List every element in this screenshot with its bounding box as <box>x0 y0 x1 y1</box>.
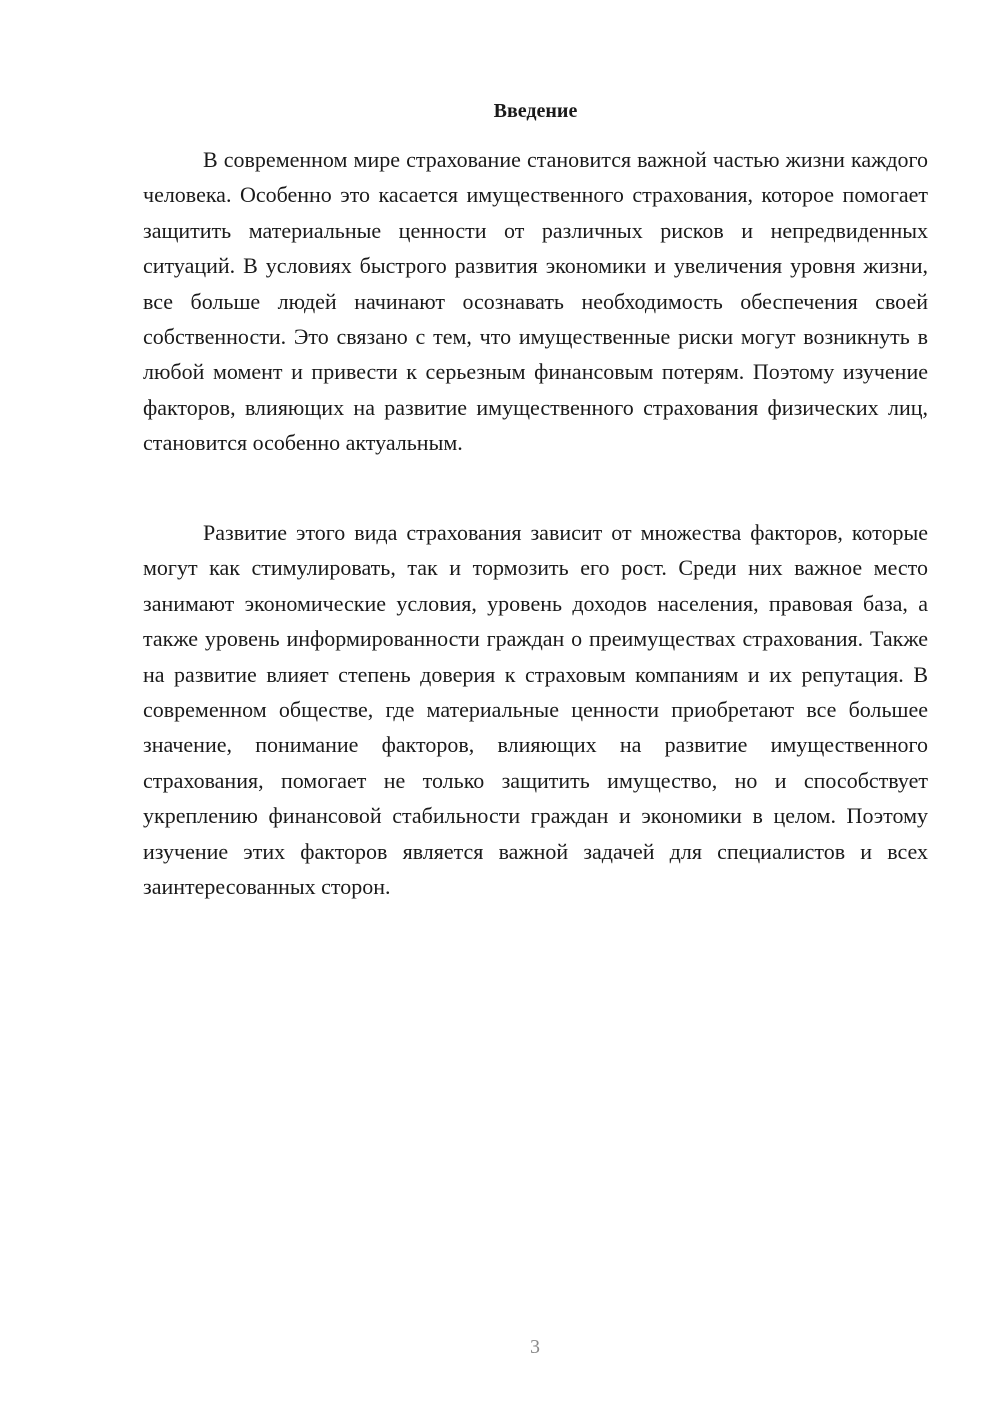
paragraph-intro: В современном мире страхование становится важной частью жизни каждого человека. Особенно это касается имущественного страхования, которое помогает защитить материальные ценности от различных рисков и непредвиденных ситуаций. В условиях быстрого развития экономики и увеличения уровня жизни, все больше людей начинают осознавать необходимость обеспечения своей собственности. Это связано с тем, что имущественные риски могут возникнуть в любой момент и привести к серьезным финансовым потерям. Поэтому изучение факторов, влияющих на развитие имущественного страхования физических лиц, становится особенно актуальным. <box>143 147 928 456</box>
page-title: Введение <box>493 100 578 122</box>
page-number: 3 <box>530 1336 540 1358</box>
paragraph-factors: Развитие этого вида страхования зависит от множества факторов, которые могут как стимулировать, так и тормозить его рост. Среди них важное место занимают экономические условия, уровень доходов населения, правовая база, а также уровень информированности граждан о преимуществах страхования. Также на развитие влияет степень доверия к страховым компаниям и их репутация. В современном обществе, где материальные ценности приобретают все большее значение, понимание факторов, влияющих на развитие имущественного страхования, помогает не только защитить имущество, но и способствует укреплению финансовой стабильности граждан и экономики в целом. Поэтому изучение этих факторов является важной задачей для специалистов и всех заинтересованных сторон. <box>143 520 928 900</box>
